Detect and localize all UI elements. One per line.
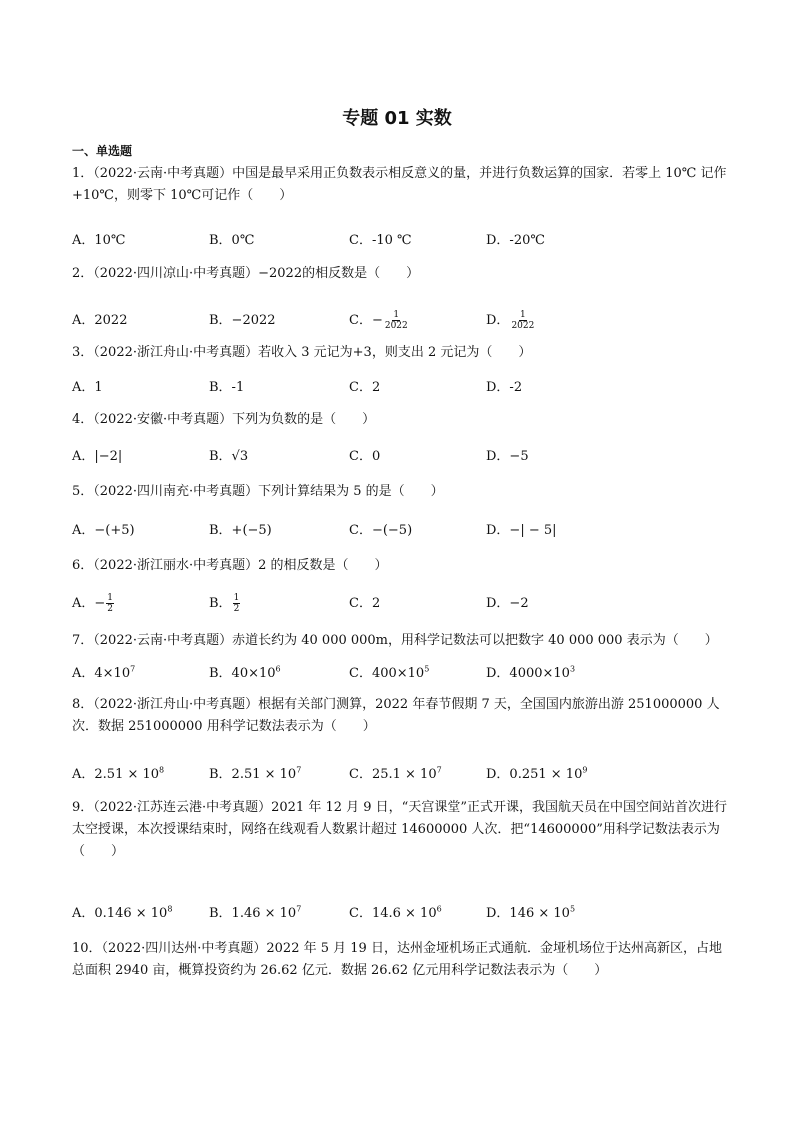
option-a[interactable]: A．2022 [72, 313, 128, 328]
fraction-denominator: 2022 [384, 321, 408, 331]
option-b[interactable]: B．-1 [209, 380, 245, 395]
exponent: 8 [167, 904, 173, 914]
option-b[interactable]: B．−2022 [209, 313, 276, 328]
option-b-label: B．40×10 [209, 666, 276, 681]
exponent: 5 [424, 664, 430, 674]
exponent: 5 [569, 904, 576, 914]
option-d[interactable] [486, 309, 535, 331]
option-b[interactable]: B．+(−5) [209, 523, 272, 538]
option-c[interactable]: C．2 [349, 380, 381, 395]
question-8-options [72, 763, 732, 785]
question-6: 6．（2022·浙江丽水·中考真题）2 的相反数是（ ） [72, 558, 388, 573]
option-d[interactable] [486, 662, 575, 681]
question-1: 1．（2022·云南·中考真题）中国是最早采用正负数表示相反意义的量，并进行负数运算的国家．若零上 10℃ 记作+10℃，则零下 10℃可记作（ ） [72, 166, 727, 203]
option-a[interactable] [72, 662, 135, 681]
option-d-label: D．4000×10 [486, 666, 570, 681]
fraction-numerator: 1 [233, 593, 240, 603]
option-a[interactable]: A．|−2| [72, 449, 123, 464]
question-2: 2．（2022·四川凉山·中考真题）−2022的相反数是（ ） [72, 266, 420, 281]
option-d-label: D．0.251 × 10 [486, 767, 583, 782]
question-7: 7．（2022·云南·中考真题）赤道长约为 40 000 000m，用科学记数法可以把数字 40 000 000 表示为（ ） [72, 633, 718, 648]
question-4-options [72, 445, 732, 467]
option-a-label: A．0.146 × 10 [72, 906, 168, 921]
option-b-label: B．1.46 × 10 [209, 906, 297, 921]
option-c[interactable] [349, 763, 442, 782]
question-4: 4．（2022·安徽·中考真题）下列为负数的是（ ） [72, 412, 376, 427]
option-a[interactable] [72, 592, 114, 614]
option-b[interactable] [209, 592, 240, 614]
question-3: 3．（2022·浙江舟山·中考真题）若收入 3 元记为+3，则支出 2 元记为（ ） [72, 345, 532, 360]
option-b[interactable] [209, 902, 301, 921]
exponent: 9 [582, 765, 588, 775]
option-d[interactable]: D．−2 [486, 596, 529, 611]
exponent: 7 [296, 904, 302, 914]
option-c[interactable]: C．−(−5) [349, 523, 413, 538]
option-a[interactable] [72, 902, 172, 921]
exponent: 6 [436, 904, 442, 914]
option-b-label: B．2.51 × 10 [209, 767, 297, 782]
exponent: 8 [159, 765, 165, 775]
question-1-options [72, 229, 732, 251]
option-c[interactable]: C．2 [349, 596, 381, 611]
fraction-numerator: 1 [393, 310, 400, 320]
option-c[interactable] [349, 309, 409, 331]
option-a[interactable] [72, 763, 164, 782]
fraction-denominator: 2 [107, 604, 114, 614]
option-c[interactable]: C．0 [349, 449, 381, 464]
fraction [106, 593, 114, 614]
option-d[interactable]: D．−| − 5| [486, 523, 557, 538]
exponent: 3 [569, 664, 576, 674]
option-b[interactable] [209, 662, 281, 681]
fraction-denominator: 2 [233, 604, 240, 614]
option-a[interactable]: A．1 [72, 380, 103, 395]
question-8: 8．（2022·浙江舟山·中考真题）根据有关部门测算，2022 年春节假期 7 天，全国国内旅游出游 251000000 人次．数据 251000000 用科学记数法表示为（ ） [72, 697, 720, 734]
option-d-label: D．146 × 10 [486, 906, 570, 921]
option-a[interactable]: A．10℃ [72, 233, 126, 248]
question-2-options [72, 309, 732, 331]
fraction-denominator: 2022 [511, 321, 535, 331]
page-title: 专题 01 实数 [342, 108, 452, 129]
question-3-options [72, 376, 732, 398]
exponent: 7 [436, 765, 442, 775]
option-c-label: C．14.6 × 10 [349, 906, 437, 921]
question-5-options [72, 519, 732, 541]
option-a-label: A．2.51 × 10 [72, 767, 160, 782]
option-a-label: A．4×10 [72, 666, 131, 681]
option-a[interactable]: A．−(+5) [72, 523, 135, 538]
fraction-numerator: 1 [520, 310, 526, 320]
option-c-label: C．25.1 × 10 [349, 767, 437, 782]
fraction-numerator: 1 [107, 593, 114, 603]
option-d-label: D． [486, 313, 510, 328]
option-c[interactable]: C．-10 ℃ [349, 233, 412, 248]
option-c-label: C．− [349, 313, 383, 328]
option-b[interactable] [209, 763, 301, 782]
option-d[interactable]: D．-2 [486, 380, 523, 395]
fraction [233, 593, 241, 614]
section-heading: 一、单选题 [72, 144, 133, 158]
fraction [384, 310, 409, 331]
option-d[interactable] [486, 902, 575, 921]
option-b-label: B． [209, 596, 232, 611]
option-c[interactable] [349, 662, 429, 681]
option-d[interactable]: D．-20℃ [486, 233, 545, 248]
option-d[interactable]: D．−5 [486, 449, 529, 464]
option-c[interactable] [349, 902, 442, 921]
question-10: 10．（2022·四川达州·中考真题）2022 年 5 月 19 日，达州金垭机场正式通航．金垭机场位于达州高新区，占地总面积 2940 亩，概算投资约为 26.62 亿元．数据 26.62 亿元用科学记数法表示为（ ） [72, 941, 722, 978]
exponent: 6 [275, 664, 281, 674]
exponent: 7 [130, 664, 136, 674]
exponent: 7 [296, 765, 302, 775]
option-b[interactable]: B．√3 [209, 449, 249, 464]
question-9-options [72, 902, 732, 924]
option-c-label: C．400×10 [349, 666, 425, 681]
option-a-label: A．− [72, 596, 106, 611]
question-5: 5．（2022·四川南充·中考真题）下列计算结果为 5 的是（ ） [72, 484, 444, 499]
question-9: 9．（2022·江苏连云港·中考真题）2021 年 12 月 9 日，“天宫课堂”正式开课，我国航天员在中国空间站首次进行太空授课，本次授课结束时，网络在线观看人数累计超过 14600000 人次．把“14600000”用科学记数法表示为（ ） [72, 800, 727, 859]
option-d[interactable] [486, 763, 587, 782]
question-6-options [72, 592, 732, 614]
option-b[interactable]: B．0℃ [209, 233, 255, 248]
question-7-options [72, 662, 732, 684]
fraction [510, 310, 535, 331]
